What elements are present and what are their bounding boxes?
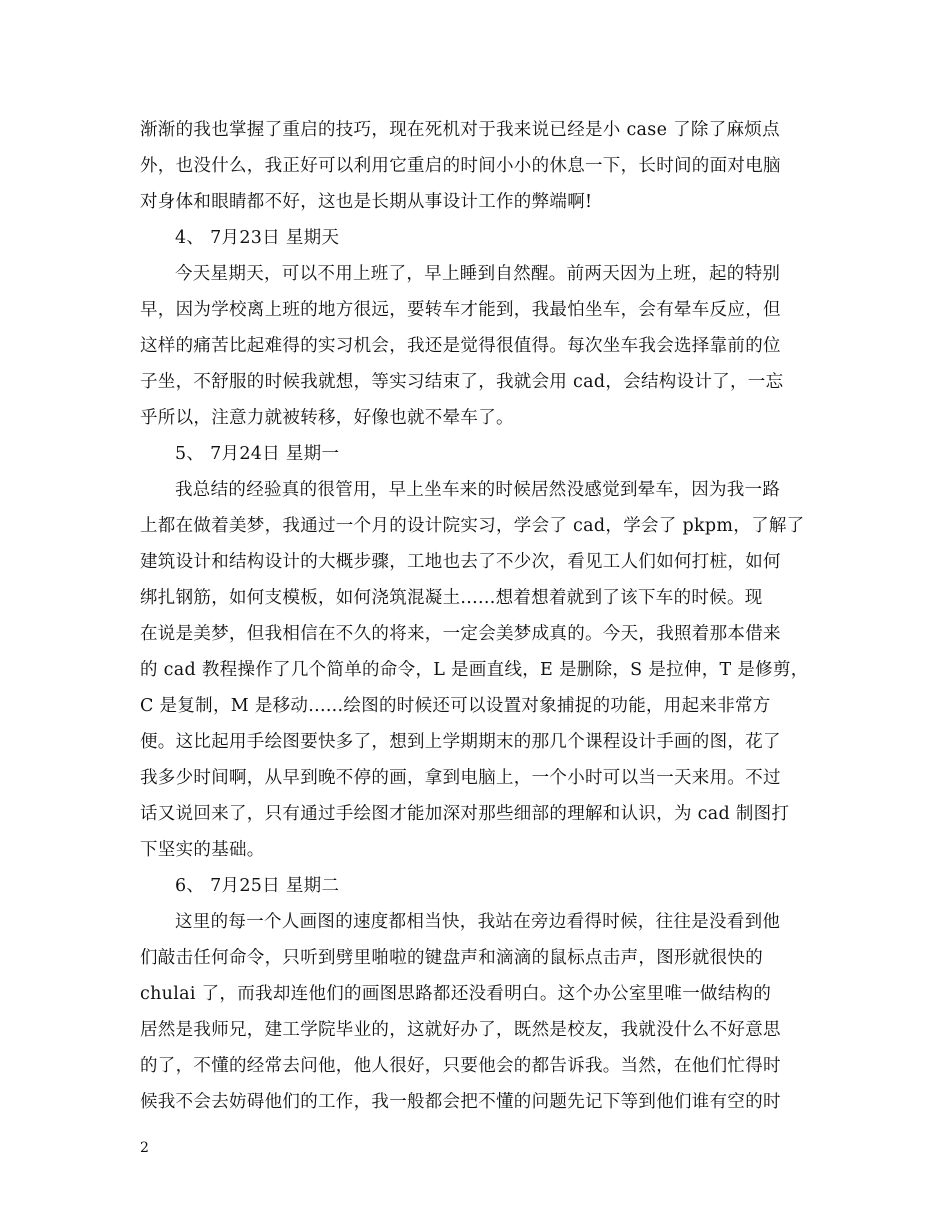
text-line: C 是复制，M 是移动......绘图的时候还可以设置对象捕捉的功能，用起来非常方 bbox=[140, 696, 771, 716]
text-line: 早，因为学校离上班的地方很远，要转车才能到，我最怕坐车，会有晕车反应，但 bbox=[140, 300, 781, 320]
entry-heading: 4、 7月23日 星期天 bbox=[175, 228, 340, 248]
text-line: 们敲击任何命令，只听到劈里啪啦的键盘声和滴滴的鼠标点击声，图形就很快的 bbox=[140, 948, 763, 968]
text-line: 下坚实的基础。 bbox=[140, 840, 265, 860]
text-line: 渐渐的我也掌握了重启的技巧，现在死机对于我来说已经是小 case 了除了麻烦点 bbox=[140, 120, 780, 140]
text-line: 子坐，不舒服的时候我就想，等实习结束了，我就会用 cad，会结构设计了，一忘 bbox=[140, 372, 784, 392]
text-line: 乎所以，注意力就被转移，好像也就不晕车了。 bbox=[140, 408, 514, 428]
paragraph-first-line: 我总结的经验真的很管用，早上坐车来的时候居然没感觉到晕车，因为我一路 bbox=[175, 480, 781, 500]
document-body bbox=[140, 112, 820, 1120]
text-line: chulai 了，而我却连他们的画图思路都还没看明白。这个办公室里唯一做结构的 bbox=[140, 984, 772, 1004]
text-line: 我多少时间啊，从早到晚不停的画，拿到电脑上，一个小时可以当一天来用。不过 bbox=[140, 768, 781, 788]
text-line: 居然是我师兄，建工学院毕业的，这就好办了，既然是校友，我就没什么不好意思 bbox=[140, 1020, 781, 1040]
page-number: 2 bbox=[140, 1140, 149, 1156]
text-line: 的 cad 教程操作了几个简单的命令，L 是画直线，E 是删除，S 是拉伸，T 是修剪， bbox=[140, 660, 809, 680]
text-line: 对身体和眼睛都不好，这也是长期从事设计工作的弊端啊! bbox=[140, 192, 593, 212]
paragraph-first-line: 这里的每一个人画图的速度都相当快，我站在旁边看得时候，往往是没看到他 bbox=[175, 912, 781, 932]
entry-heading: 5、 7月24日 星期一 bbox=[175, 444, 340, 464]
text-line: 在说是美梦，但我相信在不久的将来，一定会美梦成真的。今天，我照着那本借来 bbox=[140, 624, 781, 644]
text-line: 候我不会去妨碍他们的工作，我一般都会把不懂的问题先记下等到他们谁有空的时 bbox=[140, 1092, 781, 1112]
text-line: 上都在做着美梦，我通过一个月的设计院实习，学会了 cad，学会了 pkpm，了解了 bbox=[140, 516, 805, 536]
entry-heading: 6、 7月25日 星期二 bbox=[175, 876, 340, 896]
text-line: 这样的痛苦比起难得的实习机会，我还是觉得很值得。每次坐车我会选择靠前的位 bbox=[140, 336, 781, 356]
text-line: 建筑设计和结构设计的大概步骤，工地也去了不少次，看见工人们如何打桩，如何 bbox=[140, 552, 781, 572]
paragraph-first-line: 今天星期天，可以不用上班了，早上睡到自然醒。前两天因为上班，起的特别 bbox=[175, 264, 781, 284]
text-line: 便。这比起用手绘图要快多了，想到上学期期末的那几个课程设计手画的图，花了 bbox=[140, 732, 781, 752]
text-line: 绑扎钢筋，如何支模板，如何浇筑混凝土......想着想着就到了该下车的时候。现 bbox=[140, 588, 763, 608]
text-line: 的了，不懂的经常去问他，他人很好，只要他会的都告诉我。当然，在他们忙得时 bbox=[140, 1056, 781, 1076]
text-line: 外，也没什么，我正好可以利用它重启的时间小小的休息一下，长时间的面对电脑 bbox=[140, 156, 781, 176]
text-line: 话又说回来了，只有通过手绘图才能加深对那些细部的理解和认识，为 cad 制图打 bbox=[140, 804, 790, 824]
